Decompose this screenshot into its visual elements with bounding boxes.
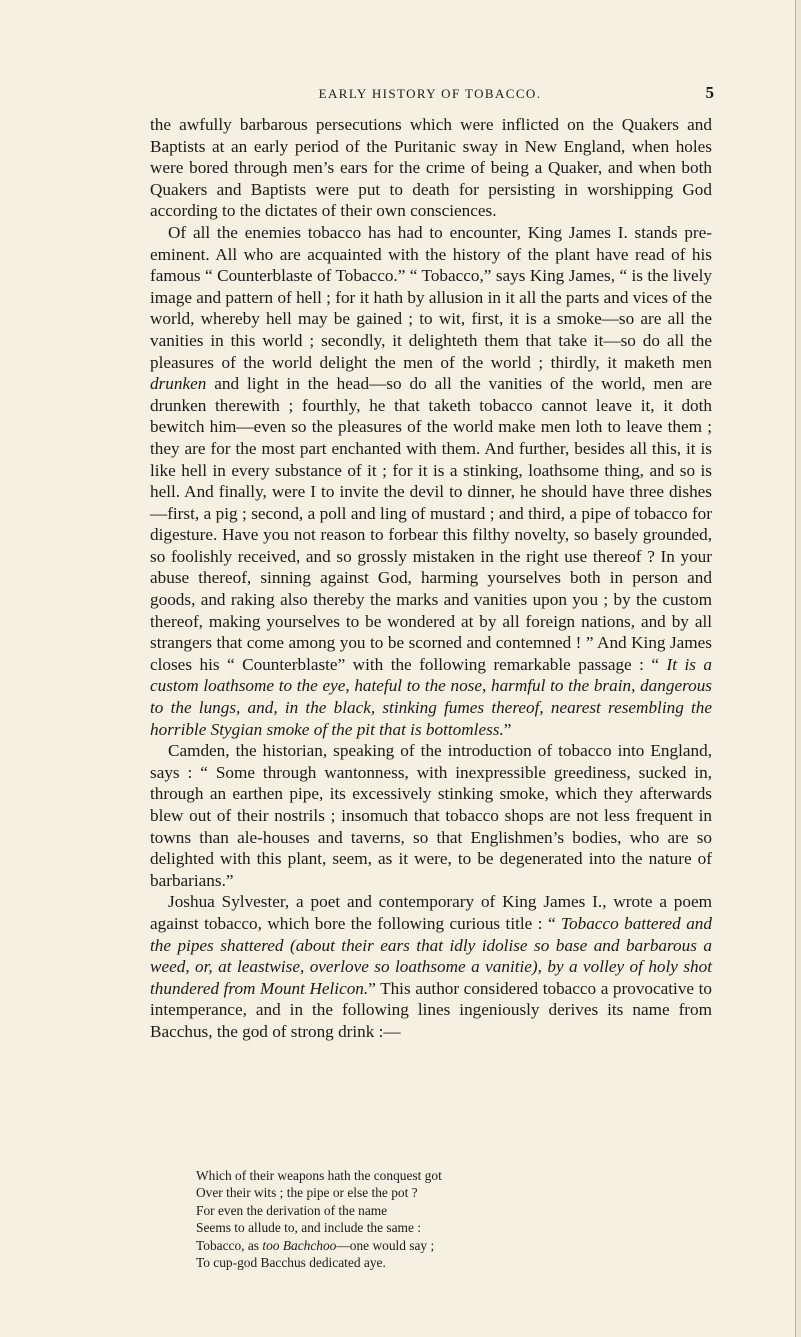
paragraph xyxy=(150,891,712,1042)
verse-line xyxy=(196,1184,676,1201)
verse-line xyxy=(196,1202,676,1219)
page-edge-line xyxy=(795,0,796,1337)
text-run: Camden, the historian, speaking of the introduction of tobacco into England, says : “ Some through wantonness, with inexpressible greediness, sucked in, through an earthen pipe, its excessively stinking smoke, which they afterwards blew out of their nostrils ; insomuch that tobacco shops are not less frequent in towns than ale-houses and taverns, so that Englishmen’s bodies, who are so delighted with this plant, seem, as it were, to be degenerated into the nature of barbarians.” xyxy=(150,741,712,890)
italic-text: Tobacco battered and the pipes shattered (about their ears that idly idolise so base and barbarous a weed, or, at leastwise, overlove so loathsome a vanitie), by a volley of holy shot thundered from Mount Helicon. xyxy=(150,913,712,998)
text-run: ” This author considered tobacco a provocative to intemperance, and in the following lines ingeniously derives its name from Bacchus, the god of strong drink :— xyxy=(150,978,712,1041)
text-run: Joshua Sylvester, a poet and contemporary of King James I., wrote a poem against tobacco, which bore the following curious title : “ xyxy=(150,892,712,933)
italic-text: drunken xyxy=(150,374,207,394)
paragraph xyxy=(150,222,712,740)
body-text xyxy=(150,114,712,1043)
verse-line xyxy=(196,1237,676,1254)
text-run: Tobacco, as xyxy=(196,1237,263,1253)
text-run: To cup-god Bacchus dedicated aye. xyxy=(196,1255,386,1271)
verse-quotation xyxy=(196,1167,676,1271)
page-number: 5 xyxy=(705,83,714,102)
text-run: —one would say ; xyxy=(336,1237,435,1253)
text-run: ” xyxy=(503,719,512,739)
paragraph xyxy=(150,114,712,222)
text-run: and light in the head—so do all the vanities of the world, men are drunken therewith ; fourthly, he that taketh tobacco cannot leave it, it doth bewitch him—even so the pleasures of the world make men loth to leave them ; they are for the most part enchanted with them. And further, besides all this, it is like hell in every substance of it ; for it is a stinking, loathsome thing, and so is hell. And finally, were I to invite the devil to dinner, he should have three dishes—first, a pig ; second, a poll and ling of mustard ; and third, a pipe of tobacco for digesture. Have you not reason to forbear this filthy novelty, so basely grounded, so foolishly received, and so grossly mistaken in the right use thereof ? In your abuse thereof, sinning against God, harming yourselves both in person and goods, and raking also thereby the marks and vanities upon you ; by the custom thereof, making yourselves to be wondered at by all foreign nations, and by all strangers that come among you to be scorned and contemned ! ” And King James closes his “ Counterblaste” with the following remarkable passage : “ xyxy=(150,374,712,674)
text-run: Of all the enemies tobacco has had to encounter, King James I. stands pre-eminent. All who are acquainted with the history of the plant have read of his famous “ Counterblaste of Tobacco.” “ Tobacco,” says King James, “ is the lively image and pattern of hell ; for it hath by allusion in it all the parts and vices of the world, whereby hell may be gained ; to wit, first, it is a smoke—so are all the vanities in this world ; secondly, it delighteth them that take it—so do all the pleasures of the world delight the men of the world ; thirdly, it maketh men xyxy=(150,222,712,372)
text-run: Which of their weapons hath the conquest got xyxy=(196,1168,442,1183)
verse-line xyxy=(196,1167,676,1184)
running-header xyxy=(150,83,714,106)
paragraph xyxy=(150,740,712,891)
running-title: EARLY HISTORY OF TOBACCO. xyxy=(318,86,542,101)
italic-text: It is a custom loathsome to the eye, hateful to the nose, harmful to the brain, dangerous to the lungs, and, in the black, stinking fumes thereof, nearest resembling the horrible Stygian smoke of the pit that is bottomless. xyxy=(150,654,712,739)
text-run: For even the derivation of the name xyxy=(196,1202,388,1218)
text-run: Over their wits ; the pipe or else the pot ? xyxy=(196,1185,418,1201)
italic-text: too Bachchoo xyxy=(262,1237,337,1253)
text-run: the awfully barbarous persecutions which were inflicted on the Quakers and Baptists at an early period of the Puritanic sway in New England, when holes were bored through men’s ears for the crime of being a Quaker, and when both Quakers and Baptists were put to death for persisting in worshipping God according to the dictates of their own consciences. xyxy=(150,115,712,221)
text-run: Seems to allude to, and include the same : xyxy=(196,1220,421,1236)
verse-line xyxy=(196,1219,676,1236)
verse-line xyxy=(196,1254,676,1271)
